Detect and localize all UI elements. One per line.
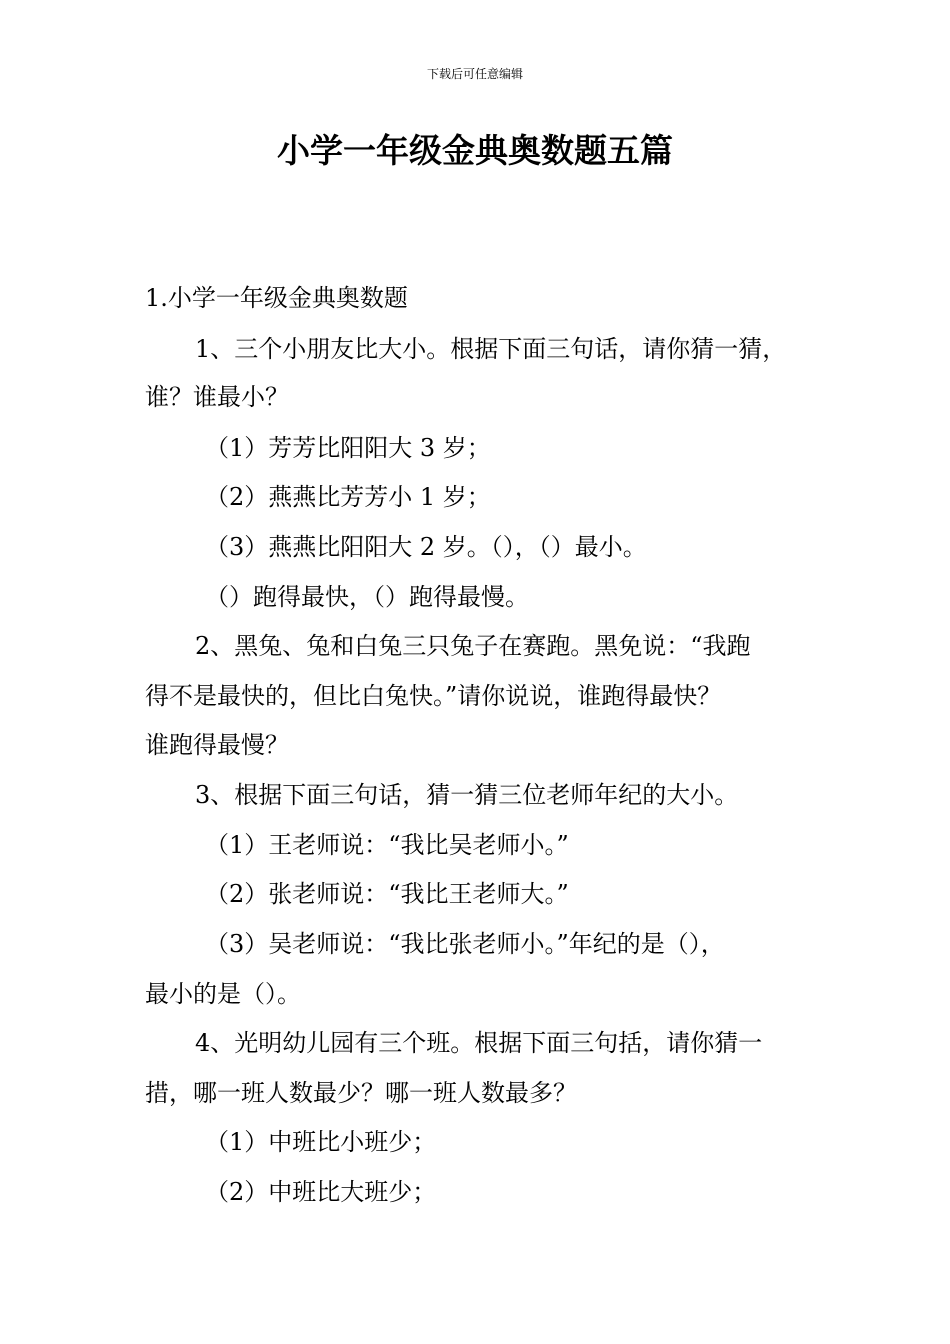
question-3-clue-3: （3）吴老师说：“我比张老师小。”年纪的是（），	[205, 930, 725, 958]
question-2-text: 2、黑兔、兔和白兔三只兔子在赛跑。黑免说：“我跑	[195, 632, 751, 660]
question-1-answer-line: （）跑得最快，（）跑得最慢。	[205, 583, 529, 611]
question-1-text: 1、三个小朋友比大小。根据下面三句话，请你猜一猜，	[195, 335, 787, 363]
question-2-text-cont-2: 谁跑得最慢？	[145, 731, 289, 759]
question-1-text-cont: 谁？谁最小？	[145, 383, 289, 411]
question-4-clue-1: （1）中班比小班少；	[205, 1128, 437, 1156]
question-4-text: 4、光明幼儿园有三个班。根据下面三句括，请你猜一	[195, 1029, 763, 1057]
header-note: 下载后可任意编辑	[426, 67, 523, 81]
question-2-text-cont: 得不是最快的，但比白兔快。”请你说说，谁跑得最快？	[145, 682, 722, 710]
document-title: 小学一年级金典奥数题五篇	[277, 131, 673, 170]
question-1-clue-3: （3）燕燕比阳阳大 2 岁。（），（）最小。	[205, 533, 647, 561]
question-3-clue-2: （2）张老师说：“我比王老师大。”	[205, 880, 569, 908]
question-4-clue-2: （2）中班比大班少；	[205, 1178, 437, 1206]
section-heading: 1.小学一年级金典奥数题	[145, 284, 408, 312]
question-3-text: 3、根据下面三句话，猜一猜三位老师年纪的大小。	[195, 781, 739, 809]
question-1-clue-1: （1）芳芳比阳阳大 3 岁；	[205, 434, 491, 462]
question-3-clue-1: （1）王老师说：“我比吴老师小。”	[205, 831, 569, 859]
question-3-answer-line: 最小的是（）。	[145, 980, 301, 1008]
question-1-clue-2: （2）燕燕比芳芳小 1 岁；	[205, 483, 491, 511]
question-4-text-cont: 措，哪一班人数最少？哪一班人数最多？	[145, 1079, 577, 1107]
